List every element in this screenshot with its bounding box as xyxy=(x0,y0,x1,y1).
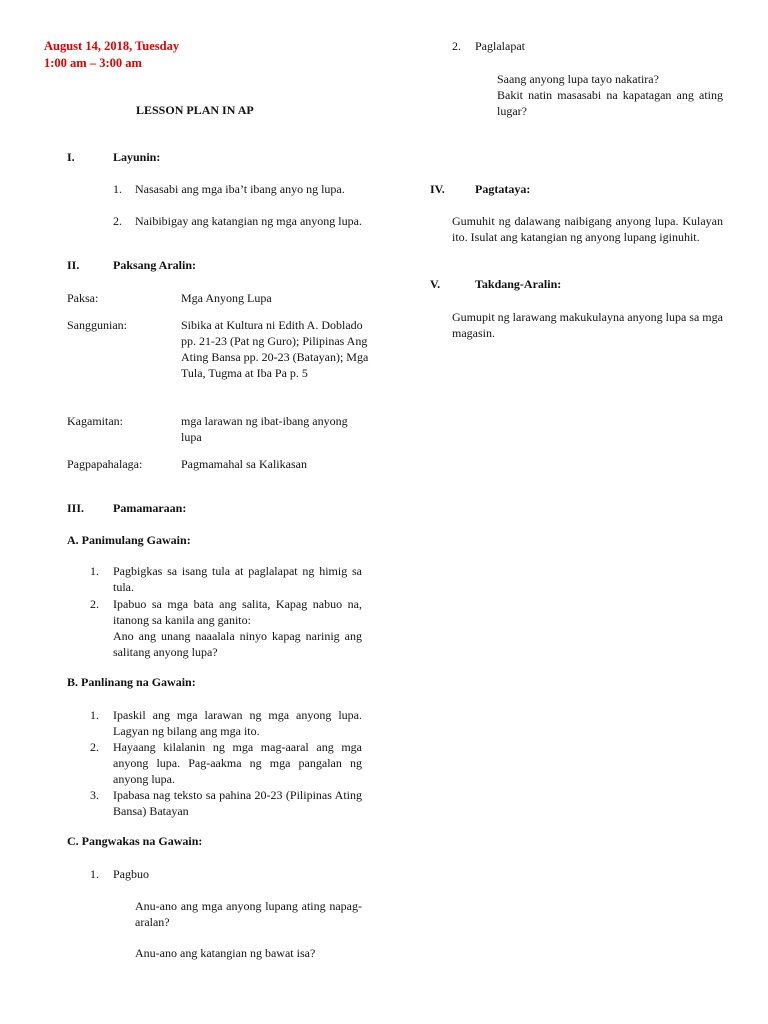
section-3-number: III. xyxy=(67,501,85,515)
sanggunian-value: Sibika at Kultura ni Edith A. Doblado pp. 21-23 (Pat ng Guro); Pilipinas Ang Ating Bansa pp. 20-23 (Batayan); Mga Tula, Tugma at Iba Pa p. 5 xyxy=(181,318,369,380)
section-5-text: Gumupit ng larawang makukulayna anyong lupa sa mga magasin. xyxy=(452,310,723,340)
section-4-title: Pagtataya: xyxy=(475,182,531,196)
a-item-2-text: Ipabuo sa mga bata ang salita, Kapag nabuo na, itanong sa kanila ang ganito: xyxy=(113,597,362,627)
c-item-1-text: Pagbuo xyxy=(113,867,149,881)
b-item-1-text: Ipaskil ang mga larawan ng mga anyong lupa. Lagyan ng bilang ang mga ito. xyxy=(113,708,362,738)
section-3-title: Pamamaraan: xyxy=(113,501,187,515)
a-item-2-question: Ano ang unang naaalala ninyo kapag narinig ang salitang anyong lupa? xyxy=(113,629,362,659)
section-1-title: Layunin: xyxy=(113,150,161,164)
kagamitan-label: Kagamitan: xyxy=(67,414,123,428)
pagpapahalaga-value: Pagmamahal sa Kalikasan xyxy=(181,457,307,471)
c-question-2: Anu-ano ang katangian ng bawat isa? xyxy=(135,946,316,960)
c-question-3: Saang anyong lupa tayo nakatira? xyxy=(497,72,659,86)
c-item-2-number: 2. xyxy=(452,39,461,53)
section-1-number: I. xyxy=(67,150,75,164)
s1-item-1-text: Nasasabi ang mga iba’t ibang anyo ng lupa. xyxy=(135,182,345,196)
subsection-c-title: C. Pangwakas na Gawain: xyxy=(67,834,203,848)
subsection-a-title: A. Panimulang Gawain: xyxy=(67,533,191,547)
section-5-title: Takdang-Aralin: xyxy=(475,277,562,291)
c-question-4: Bakit natin masasabi na kapatagan ang ating lugar? xyxy=(497,88,723,118)
s1-item-2-text: Naibibigay ang katangian ng mga anyong lupa. xyxy=(135,214,362,228)
paksa-value: Mga Anyong Lupa xyxy=(181,291,272,305)
s1-item-1-number: 1. xyxy=(113,182,122,196)
section-2-title: Paksang Aralin: xyxy=(113,258,197,272)
a-item-2-number: 2. xyxy=(90,597,99,611)
section-5-number: V. xyxy=(430,277,441,291)
c-item-1-number: 1. xyxy=(90,867,99,881)
b-item-3-text: Ipabasa nag teksto sa pahina 20-23 (Pilipinas Ating Bansa) Batayan xyxy=(113,788,362,818)
section-4-text: Gumuhit ng dalawang naibigang anyong lupa. Kulayan ito. Isulat ang katangian ng anyong lupang iginuhit. xyxy=(452,214,723,244)
s1-item-2-number: 2. xyxy=(113,214,122,228)
subsection-b-title: B. Panlinang na Gawain: xyxy=(67,675,196,689)
c-item-2-text: Paglalapat xyxy=(475,39,525,53)
section-4-number: IV. xyxy=(430,182,445,196)
document-title: LESSON PLAN IN AP xyxy=(136,103,254,117)
paksa-label: Paksa: xyxy=(67,291,99,305)
b-item-2-text: Hayaang kilalanin ng mga mag-aaral ang mga anyong lupa. Pag-aakma ng mga pangalan ng anyong lupa. xyxy=(113,740,362,786)
date-line: August 14, 2018, Tuesday xyxy=(44,39,180,53)
a-item-1-text: Pagbigkas sa isang tula at paglalapat ng himig sa tula. xyxy=(113,564,362,594)
kagamitan-value: mga larawan ng ibat-ibang anyong lupa xyxy=(181,414,348,444)
c-question-1: Anu-ano ang mga anyong lupang ating napag-aralan? xyxy=(135,899,362,929)
b-item-2-number: 2. xyxy=(90,740,99,754)
section-2-number: II. xyxy=(67,258,80,272)
b-item-3-number: 3. xyxy=(90,788,99,802)
pagpapahalaga-label: Pagpapahalaga: xyxy=(67,457,143,471)
time-line: 1:00 am – 3:00 am xyxy=(44,56,142,70)
sanggunian-label: Sanggunian: xyxy=(67,318,127,332)
b-item-1-number: 1. xyxy=(90,708,99,722)
a-item-1-number: 1. xyxy=(90,564,99,578)
